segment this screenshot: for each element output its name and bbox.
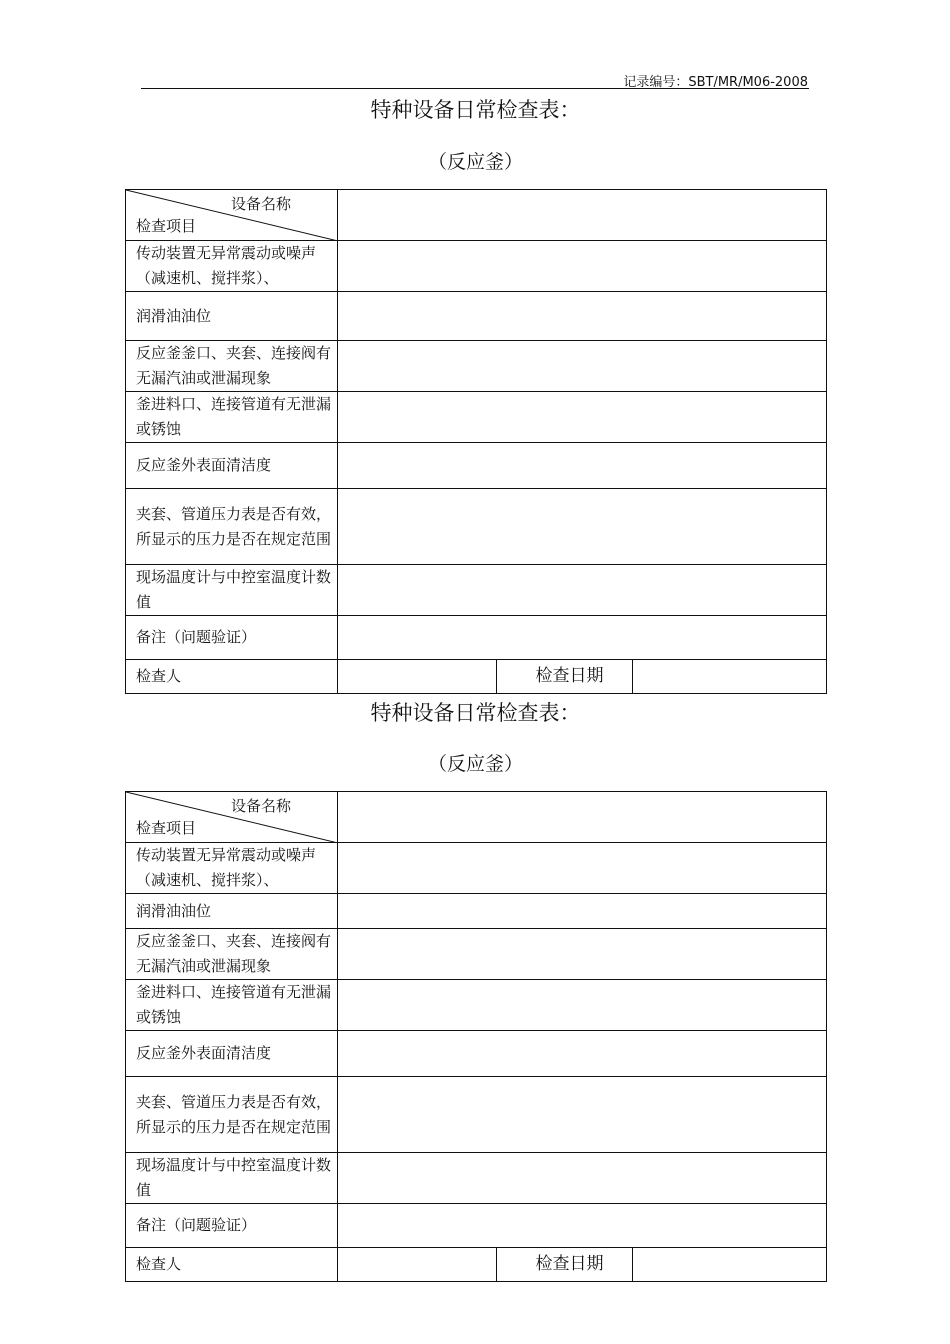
check-result-cell[interactable] xyxy=(338,292,827,341)
header-rule xyxy=(141,88,809,89)
corner-device-name-label: 设备名称 xyxy=(230,195,291,213)
inspector-cell[interactable] xyxy=(338,1248,497,1282)
form-1-subtitle: （反应釜） xyxy=(427,151,523,173)
signature-row xyxy=(126,660,827,694)
check-item-label: 现场温度计与中控室温度计数值 xyxy=(126,565,338,616)
signature-row xyxy=(126,1248,827,1282)
form-1-title: 特种设备日常检查表： xyxy=(370,98,581,122)
remarks-cell[interactable] xyxy=(338,616,827,660)
check-item-label: 反应釜外表面清洁度 xyxy=(126,443,338,489)
check-item-label: 润滑油油位 xyxy=(126,894,338,929)
form-1-table xyxy=(125,189,827,694)
check-item-label: 夹套、管道压力表是否有效，所显示的压力是否在规定范围 xyxy=(126,1077,338,1153)
check-result-cell[interactable] xyxy=(338,980,827,1031)
check-item-label: 夹套、管道压力表是否有效，所显示的压力是否在规定范围 xyxy=(126,489,338,565)
table-row xyxy=(126,929,827,980)
table-row xyxy=(126,1031,827,1077)
form-2-table xyxy=(125,791,827,1282)
check-item-label: 现场温度计与中控室温度计数值 xyxy=(126,1153,338,1204)
corner-check-item-label: 检查项目 xyxy=(136,217,197,235)
corner-check-item-label: 检查项目 xyxy=(136,819,197,837)
table-row xyxy=(126,894,827,929)
table-row xyxy=(126,489,827,565)
table-row xyxy=(126,292,827,341)
table-row xyxy=(126,341,827,392)
check-result-cell[interactable] xyxy=(338,443,827,489)
check-item-label: 反应釜釜口、夹套、连接阀有无漏汽油或泄漏现象 xyxy=(126,929,338,980)
corner-cell xyxy=(126,792,338,843)
check-item-label: 釜进料口、连接管道有无泄漏或锈蚀 xyxy=(126,980,338,1031)
table-row xyxy=(126,1077,827,1153)
device-name-cell[interactable] xyxy=(338,792,827,843)
corner-device-name-label: 设备名称 xyxy=(230,797,291,815)
check-item-label: 润滑油油位 xyxy=(126,292,338,341)
device-name-cell[interactable] xyxy=(338,190,827,241)
table-row xyxy=(126,1204,827,1248)
form-2-title: 特种设备日常检查表： xyxy=(370,701,581,725)
check-result-cell[interactable] xyxy=(338,392,827,443)
inspection-date-label: 检查日期 xyxy=(497,660,633,694)
table-row xyxy=(126,443,827,489)
check-result-cell[interactable] xyxy=(338,894,827,929)
record-number: 记录编号：SBT/MR/M06-2008 xyxy=(623,75,808,90)
check-item-label: 反应釜釜口、夹套、连接阀有无漏汽油或泄漏现象 xyxy=(126,341,338,392)
check-result-cell[interactable] xyxy=(338,929,827,980)
remarks-label: 备注（问题验证） xyxy=(126,616,338,660)
check-result-cell[interactable] xyxy=(338,565,827,616)
check-result-cell[interactable] xyxy=(338,489,827,565)
table-row xyxy=(126,616,827,660)
check-item-label: 传动装置无异常震动或噪声（减速机、搅拌浆）、 xyxy=(126,241,338,292)
check-item-label: 釜进料口、连接管道有无泄漏或锈蚀 xyxy=(126,392,338,443)
inspector-label: 检查人 xyxy=(126,1248,338,1282)
inspection-date-cell[interactable] xyxy=(633,1248,827,1282)
table-header-row xyxy=(126,190,827,241)
form-2-subtitle: （反应釜） xyxy=(427,753,523,775)
inspector-cell[interactable] xyxy=(338,660,497,694)
check-result-cell[interactable] xyxy=(338,843,827,894)
check-result-cell[interactable] xyxy=(338,241,827,292)
check-result-cell[interactable] xyxy=(338,1153,827,1204)
table-row xyxy=(126,241,827,292)
table-row xyxy=(126,565,827,616)
corner-cell xyxy=(126,190,338,241)
check-result-cell[interactable] xyxy=(338,1077,827,1153)
remarks-label: 备注（问题验证） xyxy=(126,1204,338,1248)
remarks-cell[interactable] xyxy=(338,1204,827,1248)
check-item-label: 传动装置无异常震动或噪声（减速机、搅拌浆）、 xyxy=(126,843,338,894)
table-row xyxy=(126,392,827,443)
check-result-cell[interactable] xyxy=(338,341,827,392)
inspection-date-label: 检查日期 xyxy=(497,1248,633,1282)
inspector-label: 检查人 xyxy=(126,660,338,694)
inspection-date-cell[interactable] xyxy=(633,660,827,694)
table-row xyxy=(126,980,827,1031)
check-item-label: 反应釜外表面清洁度 xyxy=(126,1031,338,1077)
check-result-cell[interactable] xyxy=(338,1031,827,1077)
table-row xyxy=(126,843,827,894)
table-row xyxy=(126,1153,827,1204)
table-header-row xyxy=(126,792,827,843)
